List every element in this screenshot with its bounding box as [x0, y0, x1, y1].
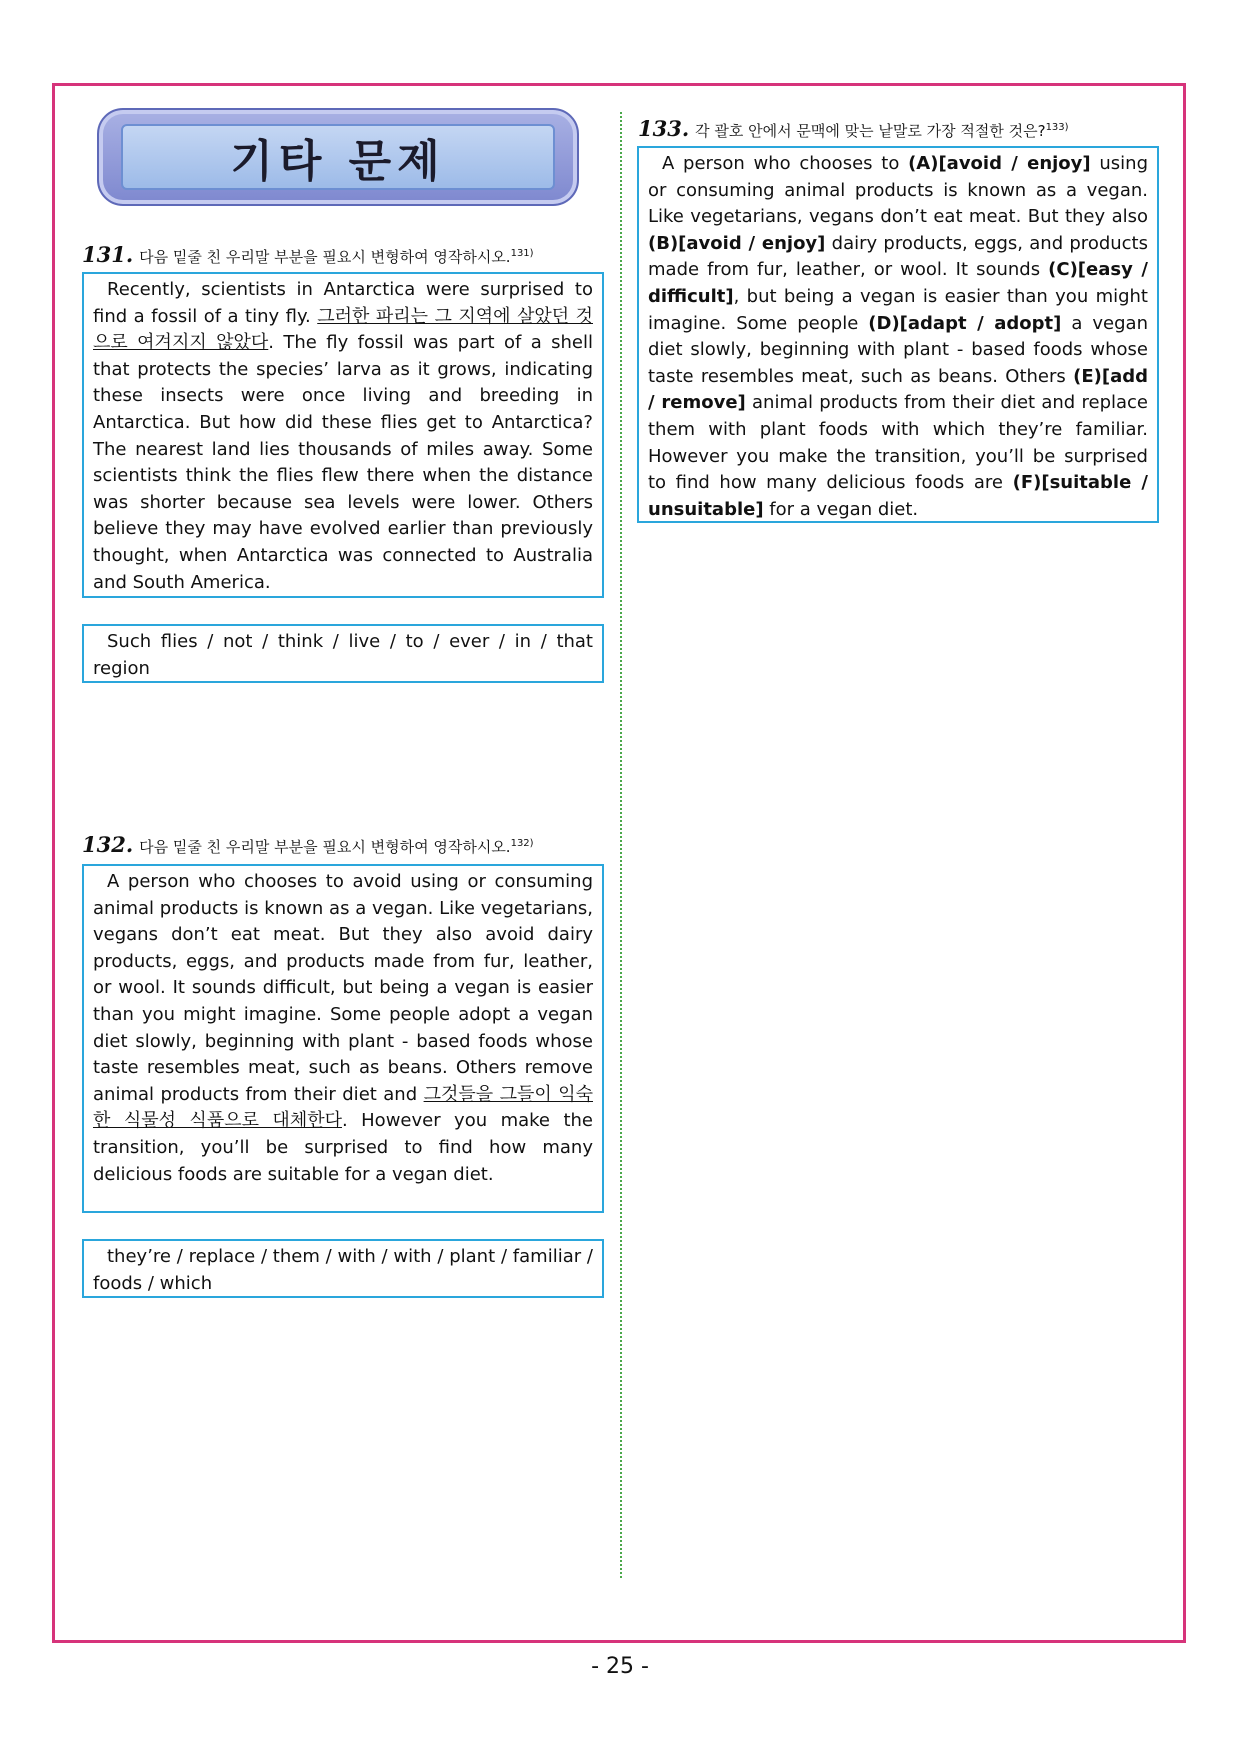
q133-number: 133.	[638, 116, 690, 141]
q132-footnote: 132)	[510, 838, 534, 849]
q132-word-bank-box	[82, 1239, 604, 1298]
q132-heading	[82, 832, 534, 857]
q133-text-1: A person who chooses to	[662, 153, 909, 174]
q132-word-bank: they’re / replace / them / with / with / plant / familiar / foods / which	[93, 1246, 593, 1294]
q132-passage-box	[82, 864, 604, 1213]
q133-passage-box	[637, 146, 1159, 523]
q132-number: 132.	[82, 832, 134, 857]
q131-word-bank: Such flies / not / think / live / to / ever / in / that region	[93, 631, 593, 679]
q132-underlined-text: 그것들을 그들이 익숙한 식물성 식품으로 대체한다	[93, 1083, 593, 1132]
q133-choice-b: (B)[avoid / enjoy]	[648, 232, 826, 254]
q133-choice-a: (A)[avoid / enjoy]	[908, 153, 1091, 174]
q131-footnote: 131)	[510, 248, 534, 259]
q132-text-before: A person who chooses to avoid using or consuming animal products is known as a vegan. Like vegetarians, vegans don’t eat meat. But they also avoid dairy products, eggs, and products made from fur, leather, or wool. It sounds difficult, but being a vegan is easier than you might imagine. Some people adopt a vegan diet slowly, beginning with plant - based foods whose taste resembles meat, such as beans. Others remove animal products from their diet and	[93, 871, 593, 1105]
q131-instruction: 다음 밑줄 친 우리말 부분을 필요시 변형하여 영작하시오.	[139, 248, 511, 266]
section-title-inner	[121, 124, 555, 190]
q133-choice-f: (F)[suitable / unsuitable]	[648, 472, 1148, 520]
q133-text-5: a vegan diet slowly, beginning with plant - based foods whose taste resembles meat, such as beans. Others	[648, 312, 1148, 387]
column-divider	[620, 112, 622, 1578]
q131-text-before: Recently, scientists in Antarctica were surprised to find a fossil of a tiny fly.	[93, 279, 593, 327]
q131-heading	[82, 242, 534, 267]
q132-text-after: . However you make the transition, you’ll be surprised to find how many delicious foods are suitable for a vegan diet.	[93, 1110, 593, 1185]
section-title-banner	[97, 108, 579, 206]
page-number: - 25 -	[591, 1654, 649, 1679]
q133-choice-c: (C)[easy / difficult]	[648, 259, 1148, 307]
section-title: 기타 문제	[230, 136, 446, 187]
q133-text-3: dairy products, eggs, and products made from fur, leather, or wool. It sounds	[648, 232, 1148, 281]
q133-text-2: using or consuming animal products is known as a vegan. Like vegetarians, vegans don’t eat meat. But they also	[648, 153, 1148, 228]
q133-text-7: for a vegan diet.	[763, 498, 919, 520]
q133-passage	[648, 151, 1148, 523]
q132-instruction: 다음 밑줄 친 우리말 부분을 필요시 변형하여 영작하시오.	[139, 838, 511, 856]
q131-passage-box	[82, 272, 604, 598]
q131-passage	[93, 277, 593, 596]
q131-underlined-text: 그러한 파리는 그 지역에 살았던 것으로 여겨지지 않았다	[93, 305, 593, 354]
q131-word-bank-box	[82, 624, 604, 683]
q132-passage	[93, 869, 593, 1188]
q133-text-4: , but being a vegan is easier than you might imagine. Some people	[648, 285, 1148, 334]
q133-choice-d: (D)[adapt / adopt]	[868, 312, 1062, 334]
q133-text-6: animal products from their diet and replace them with plant foods with which they’re familiar. However you make the transition, you’ll be surprised to find how many delicious foods are	[648, 392, 1148, 494]
q133-heading	[638, 116, 1069, 141]
q131-number: 131.	[82, 242, 134, 267]
q131-text-after: . The fly fossil was part of a shell that protects the species’ larva as it grows, indicating these insects were once living and breeding in Antarctica. But how did these flies get to Antarctica? The nearest land lies thousands of miles away. Some scientists think the flies flew there when the distance was shorter because sea levels were lower. Others believe they may have evolved earlier than previously thought, when Antarctica was connected to Australia and South America.	[93, 332, 594, 593]
q133-footnote: 133)	[1045, 122, 1069, 133]
q133-choice-e: (E)[add / remove]	[648, 365, 1148, 414]
q133-instruction: 각 괄호 안에서 문맥에 맞는 낱말로 가장 적절한 것은?	[695, 122, 1046, 140]
